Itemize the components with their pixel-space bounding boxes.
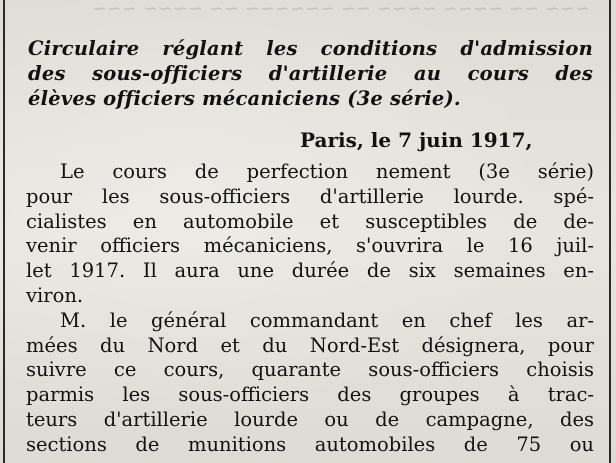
circular-heading: [28, 36, 593, 111]
paragraph-line: venir officiers mécaniciens, s'ouvrira le 16 juil-: [26, 234, 594, 258]
paragraph-line: pour les sous-officiers d'artillerie lourde. spé-: [26, 184, 594, 208]
paragraph-line: let 1917. Il aura une durée de six semaines en-: [26, 259, 594, 283]
bleed-through-text: ~~~ ~~ ~~~~ ~~~~ ~~ ~~~~~~ ~~ ~~~~ ~~~: [91, 0, 590, 19]
heading-line: élèves officiers mécaniciens (3e série).: [28, 87, 461, 110]
paragraph-line: viron.: [26, 283, 84, 307]
paragraph-line: mées du Nord et du Nord-Est désignera, pour: [26, 333, 594, 357]
right-column-rule: [609, 0, 611, 463]
left-column-rule: [3, 0, 5, 463]
heading-line: des sous-officiers d'artillerie au cours des: [28, 62, 593, 85]
heading-line: Circulaire réglant les conditions d'admission: [28, 37, 593, 60]
paragraph-line: M. le général commandant en chef les ar-: [60, 308, 594, 332]
article-body: [26, 160, 594, 458]
paragraph-line: sections de munitions automobiles de 75 ou: [26, 432, 594, 456]
paragraph-line: suivre ce cours, quarante sous-officiers choisis: [26, 358, 594, 382]
paragraph-line: cialistes en automobile et susceptibles de de-: [26, 209, 594, 233]
dateline: Paris, le 7 juin 1917,: [300, 128, 533, 152]
paragraph-line: Le cours de perfection nement (3e série): [60, 160, 594, 183]
paragraph-line: parmis les sous-officiers des groupes à trac-: [26, 383, 594, 407]
paragraph-line: teurs d'artillerie lourde ou de campagne, des: [26, 407, 594, 431]
